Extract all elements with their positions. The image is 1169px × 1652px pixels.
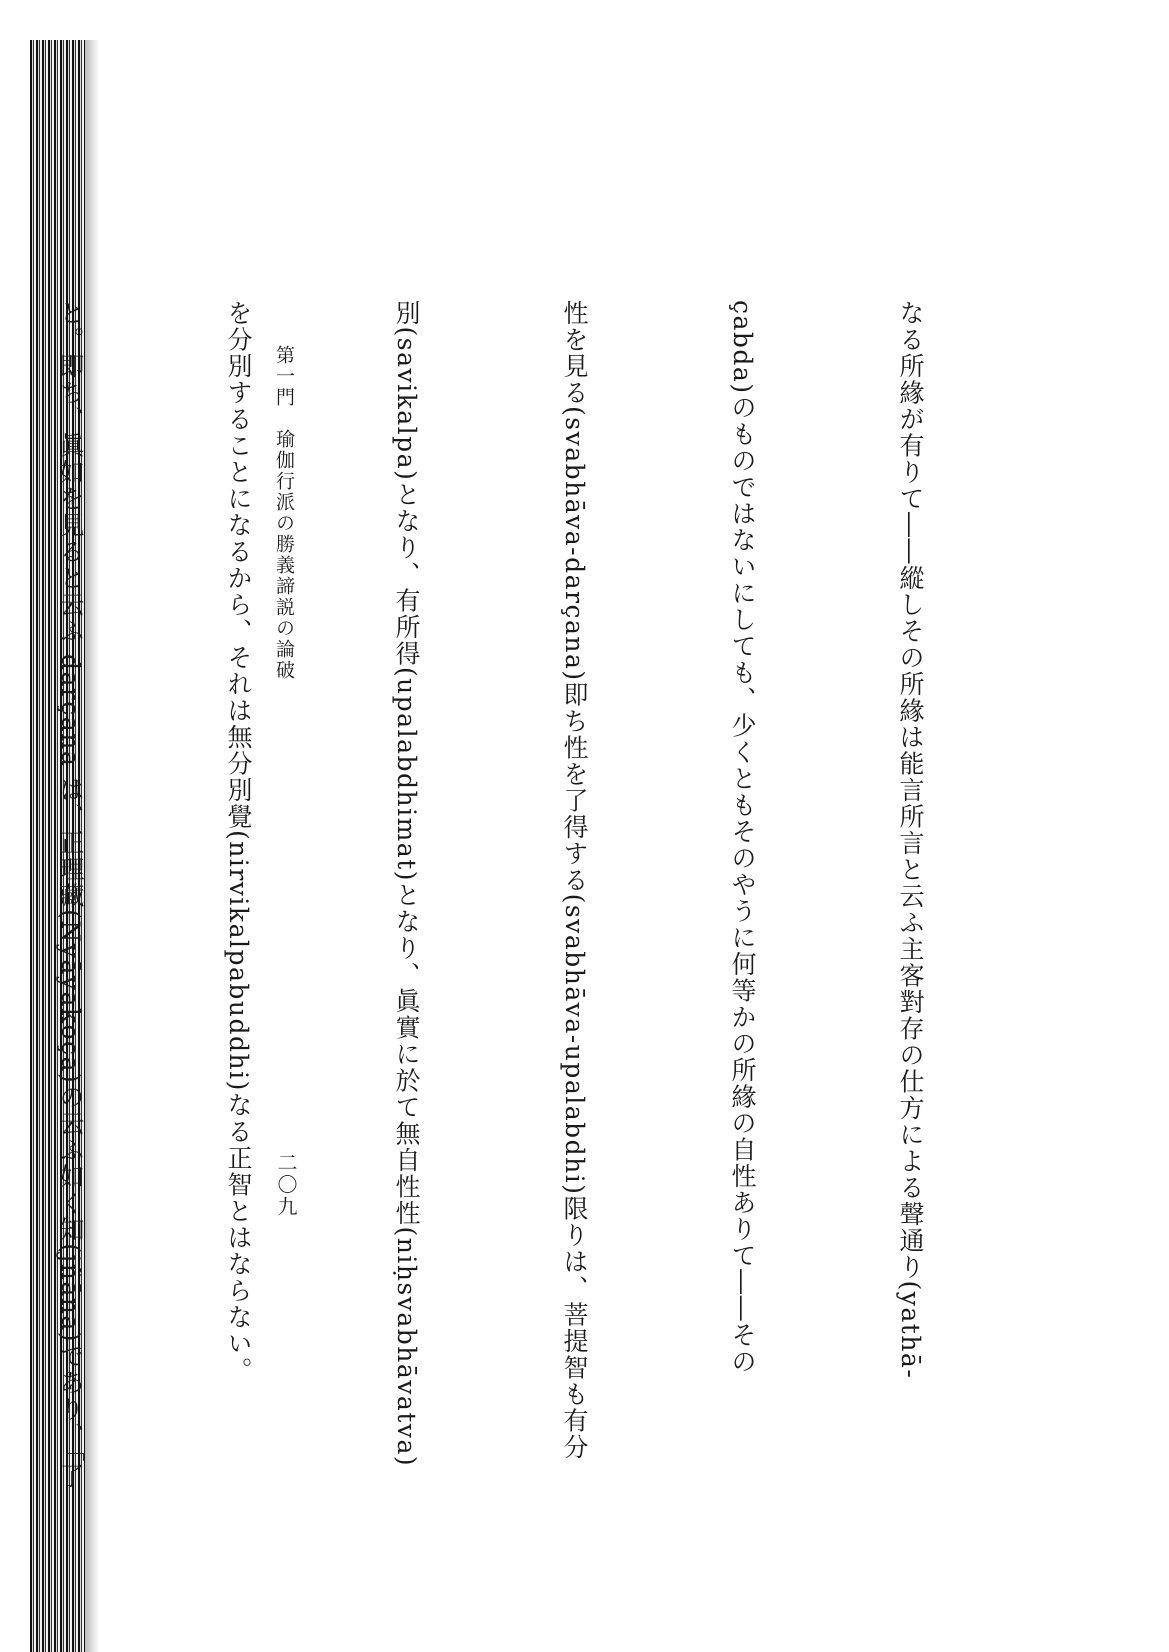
running-header-title: 第一門 瑜伽行派の勝義諦説の論破 (273, 345, 295, 681)
text-line: を分別することになるから、それは無分別覺(nirvikalpabuddhi)なる正智とはならない。 (224, 300, 253, 1384)
page-number: 二〇九 (274, 1152, 298, 1218)
text-line: çabda)のものではないにしても、少くともそのやうに何等かの所緣の自性ありて――その (728, 300, 757, 1376)
text-line: なる所緣が有りて――縱しその所緣は能言所言と云ふ主客對存の仕方による聲通り(yathā- (896, 300, 925, 1380)
text-line: 性を見る(svabhāva-darçana)即ち性を了得する(svabhāva-upalabdhi)限りは、菩提智も有分 (560, 300, 589, 1461)
text-line: と。即ち、眞如を見ると云ふ darçana は、正理藏(Nyāyakoça)の云ふ如く知(jñāna)であり、「了 (56, 300, 85, 1490)
text-line: 別(savikalpa)となり、有所得(upalabdhimat)となり、眞實に於て無自性性(niḥsvabhāvatva) (392, 300, 421, 1468)
